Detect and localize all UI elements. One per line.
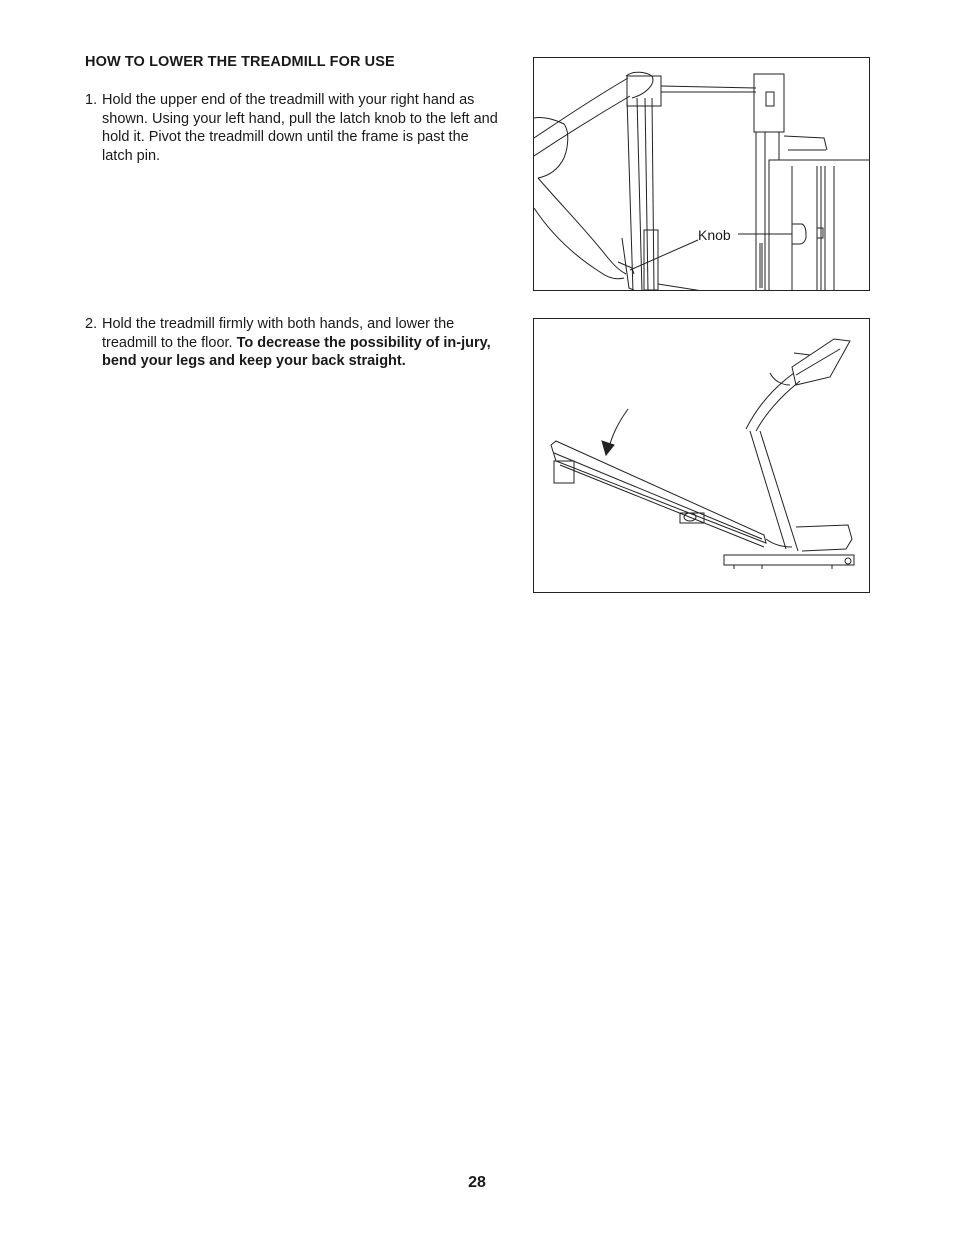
step-2: [85, 315, 500, 371]
page-number: 28: [468, 1174, 486, 1191]
step-2-warning: To decrease the possibility of in-jury, bend your legs and keep your back straight.: [102, 334, 491, 370]
knob-callout-label: Knob: [698, 227, 731, 243]
step-2-body: [102, 315, 500, 371]
step-1-text: Hold the upper end of the treadmill with your right hand as shown. Using your left hand, pull the latch knob to the left and hold it. Pivot the treadmill down until the frame is past the latch pin.: [102, 92, 498, 164]
folded-treadmill-drawing: [534, 58, 870, 291]
lowering-treadmill-drawing: [534, 319, 870, 593]
section-heading: HOW TO LOWER THE TREADMILL FOR USE: [85, 54, 395, 70]
step-1-number: 1.: [85, 92, 98, 108]
step-2-number: 2.: [85, 316, 98, 332]
step-1: [85, 91, 500, 165]
figure-2-illustration: [533, 318, 870, 593]
step-2-text: Hold the treadmill firmly with both hands, and lower the treadmill to the floor.: [102, 316, 455, 351]
figure-1-illustration: [533, 57, 870, 291]
